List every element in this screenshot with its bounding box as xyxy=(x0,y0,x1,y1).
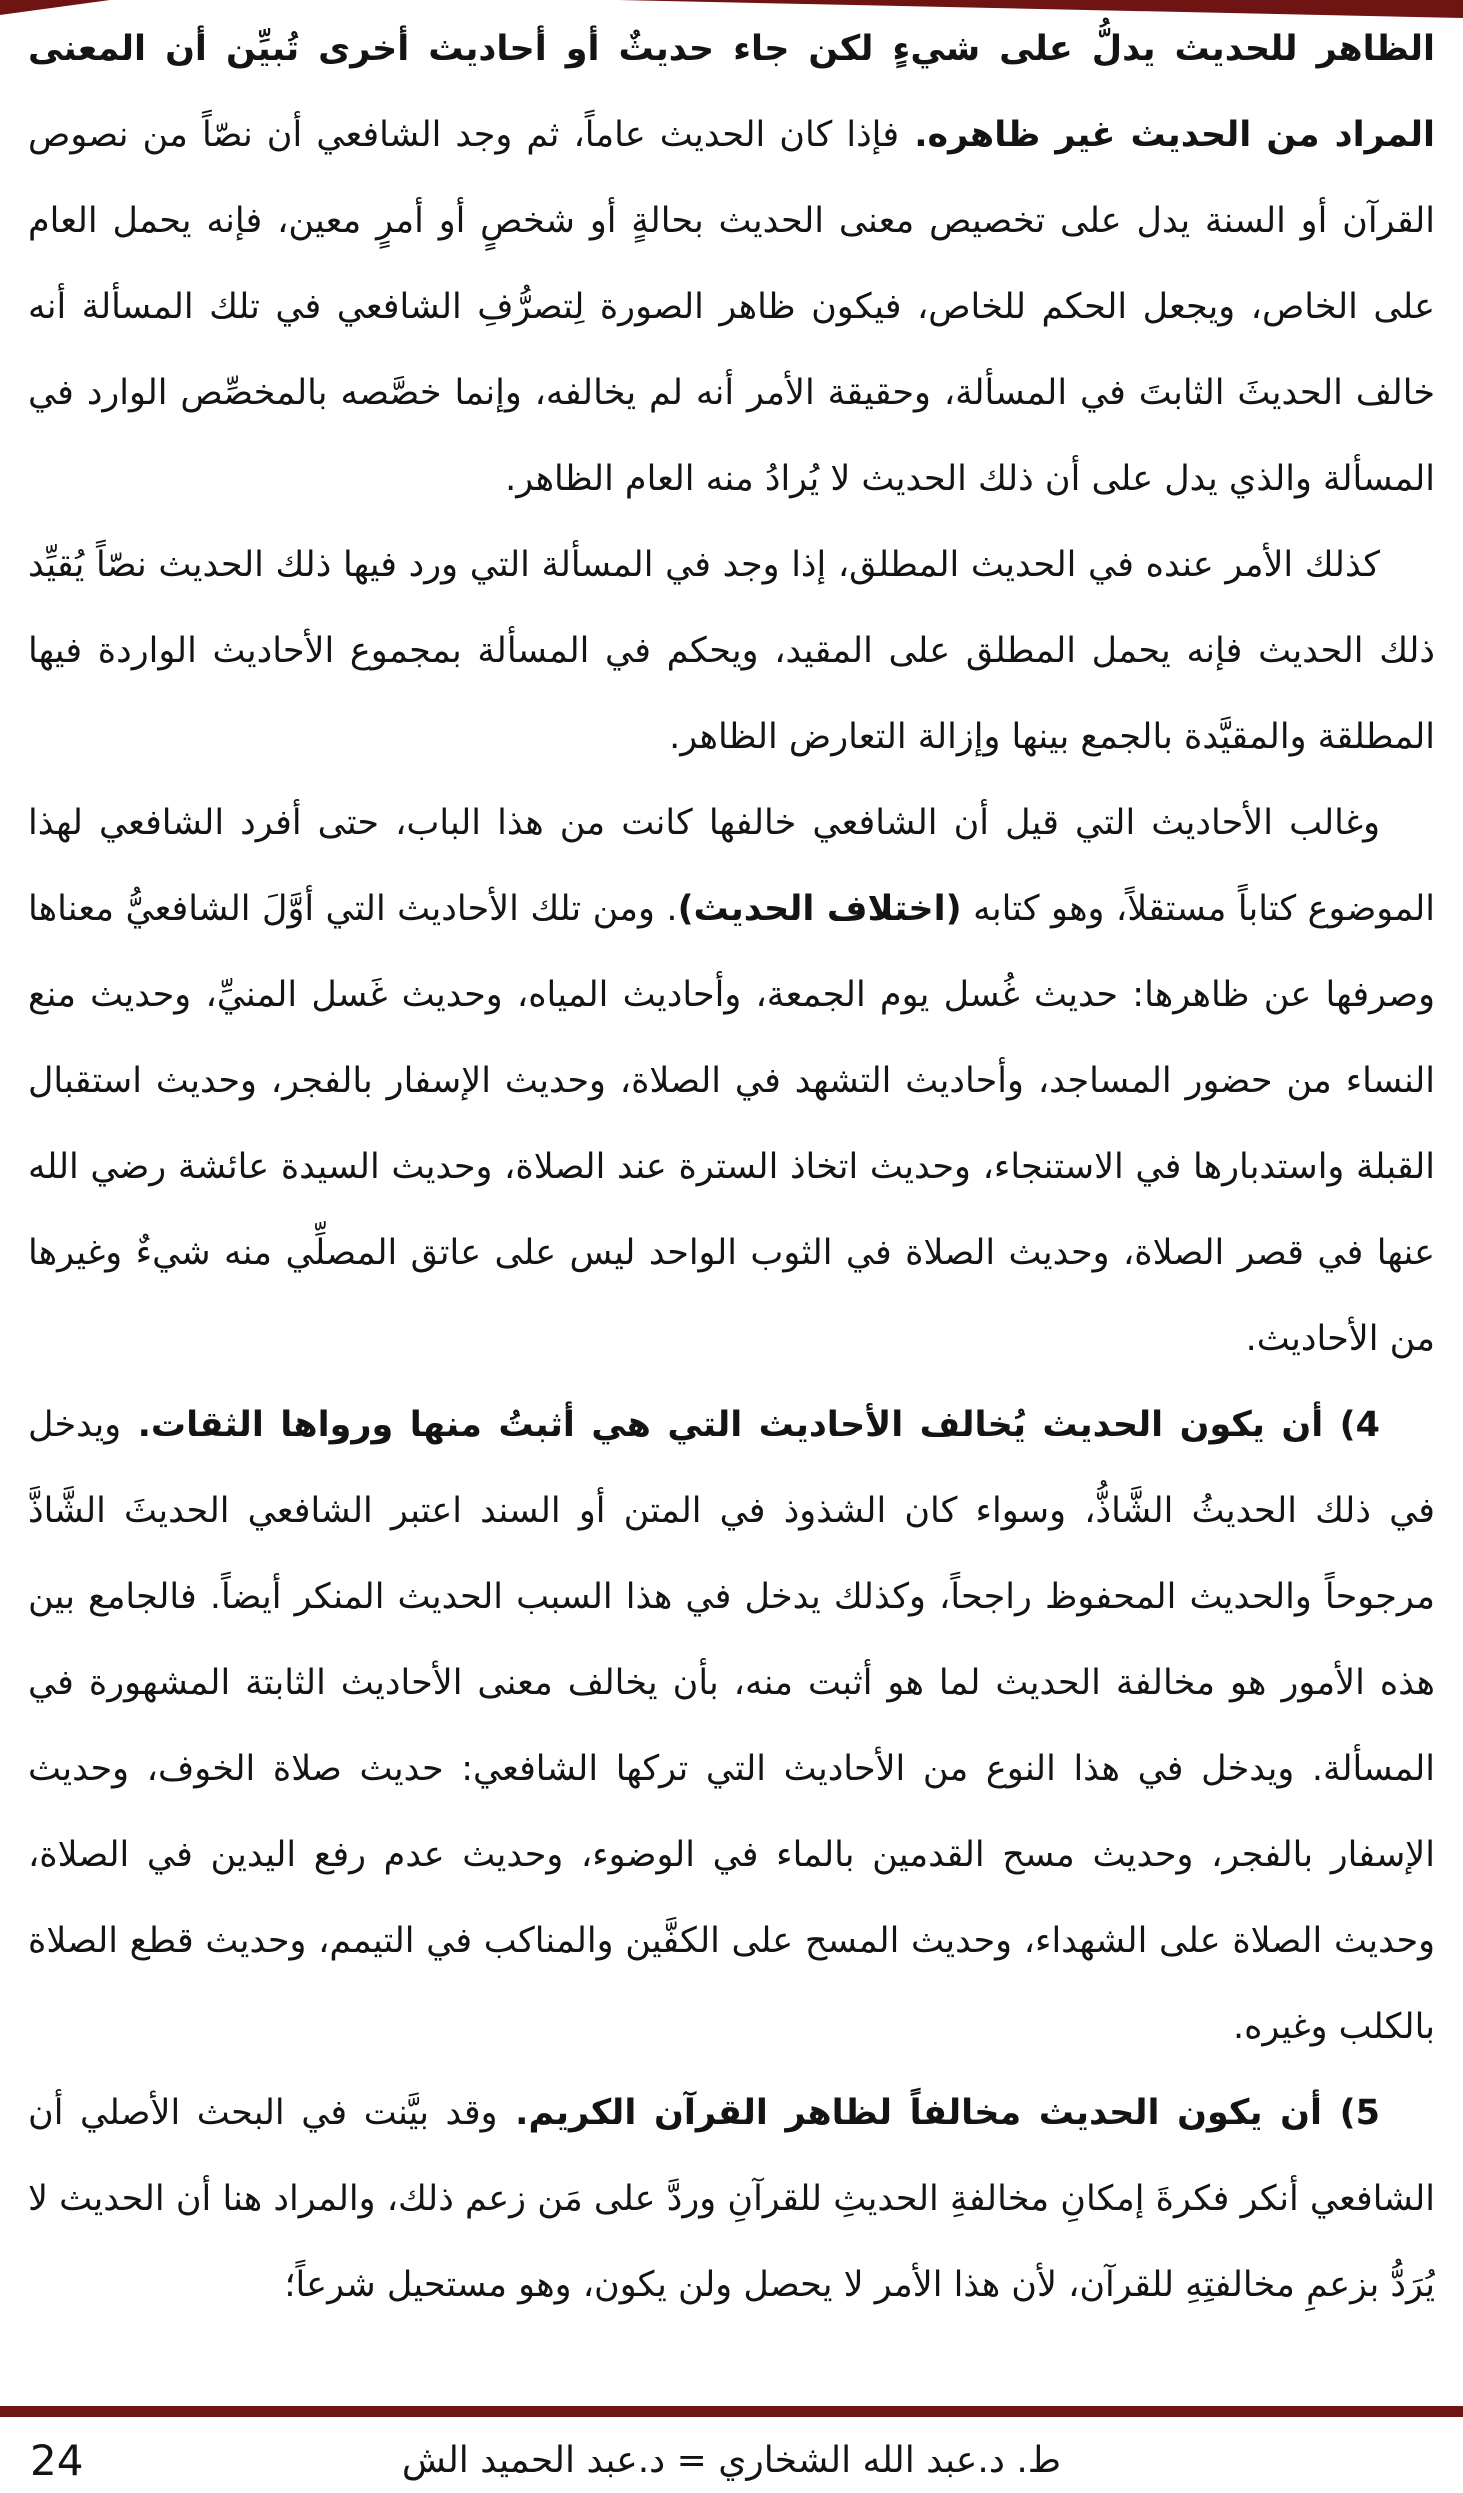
page-number: 24 xyxy=(30,2436,84,2485)
bold-text-segment: 4) أن يكون الحديث يُخالف الأحاديث التي هي أثبتُ منها ورواها الثقات. xyxy=(121,1405,1380,1445)
paragraph xyxy=(28,780,1435,1382)
bottom-rule xyxy=(0,2406,1463,2417)
text-segment: فإذا كان الحديث عاماً، ثم وجد الشافعي أن نصّاً من نصوص القرآن أو السنة يدل على تخصيص معنى الحديث بحالةٍ أو شخصٍ أو أمرٍ معين، فإنه يحمل العام على الخاص، ويجعل الحكم للخاص، فيكون ظاهر الصورة لِتصرُّفِ الشافعي في تلك المسألة أنه خالف الحديثَ الثابتَ في المسألة، وحقيقة الأمر أنه لم يخالفه، وإنما خصَّصه بالمخصِّص الوارد في المسألة والذي يدل على أن ذلك الحديث لا يُرادُ منه العام الظاهر. xyxy=(28,115,1435,499)
text-segment: ويدخل في ذلك الحديثُ الشَّاذُّ، وسواء كان الشذوذ في المتن أو السند اعتبر الشافعي الحديثَ الشَّاذَّ مرجوحاً والحديث المحفوظ راجحاً، وكذلك يدخل في هذا السبب الحديث المنكر أيضاً. فالجامع بين هذه الأمور هو مخالفة الحديث لما هو أثبت منه، بأن يخالف معنى الأحاديث الثابتة المشهورة في المسألة. ويدخل في هذا النوع من الأحاديث التي تركها الشافعي: حديث صلاة الخوف، وحديث الإسفار بالفجر، وحديث مسح القدمين بالماء في الوضوء، وحديث عدم رفع اليدين في الصلاة، وحديث الصلاة على الشهداء، وحديث المسح على الكفَّين والمناكب في التيمم، وحديث قطع الصلاة بالكلب وغيره. xyxy=(28,1405,1435,2047)
text-segment: وقد بيَّنت في البحث الأصلي أن الشافعي أنكر فكرةَ إمكانِ مخالفةِ الحديثِ للقرآنِ وردَّ على مَن زعم ذلك، والمراد هنا أن الحديث لا يُرَدُّ بزعمِ مخالفتِهِ للقرآن، لأن هذا الأمر لا يحصل ولن يكون، وهو مستحيل شرعاً؛ xyxy=(28,2093,1435,2305)
paragraph xyxy=(28,1382,1435,2070)
paragraph xyxy=(28,6,1435,522)
text-segment: كذلك الأمر عنده في الحديث المطلق، إذا وجد في المسألة التي ورد فيها ذلك الحديث نصّاً يُقيِّد ذلك الحديث فإنه يحمل المطلق على المقيد، ويحكم في المسألة بمجموع الأحاديث الواردة فيها المطلقة والمقيَّدة بالجمع بينها وإزالة التعارض الظاهر. xyxy=(28,545,1435,757)
footer xyxy=(0,2430,1463,2493)
text-segment: . ومن تلك الأحاديث التي أوَّلَ الشافعيُّ معناها وصرفها عن ظاهرها: حديث غُسل يوم الجمعة، وأحاديث المياه، وحديث غَسل المنيِّ، وحديث منع النساء من حضور المساجد، وأحاديث التشهد في الصلاة، وحديث الإسفار بالفجر، وحديث استقبال القبلة واستدبارها في الاستنجاء، وحديث اتخاذ السترة عند الصلاة، وحديث السيدة عائشة رضي الله عنها في قصر الصلاة، وحديث الصلاة في الثوب الواحد ليس على عاتق المصلِّي منه شيءٌ وغيرها من الأحاديث. xyxy=(28,889,1435,1359)
paragraph xyxy=(28,522,1435,780)
footnote-text: ط. د.عبد الله الشخاري = د.عبد الحميد الش xyxy=(401,2440,1062,2481)
paragraph xyxy=(28,2070,1435,2328)
bold-text-segment: الظاهر للحديث يدلُّ على شيءٍ لكن جاء حديثٌ أو أحاديث أخرى تُبيِّن أن المعنى المراد من الحديث غير ظاهره. xyxy=(28,29,1435,155)
body-text xyxy=(28,6,1435,2394)
bold-text-segment: 5) أن يكون الحديث مخالفاً لظاهر القرآن الكريم. xyxy=(497,2093,1380,2133)
bold-text-segment: (اختلاف الحديث) xyxy=(677,889,962,929)
text-segment: وغالب الأحاديث التي قيل أن الشافعي خالفها كانت من هذا الباب، حتى أفرد الشافعي لهذا الموضوع كتاباً مستقلاً، وهو كتابه xyxy=(28,803,1435,929)
